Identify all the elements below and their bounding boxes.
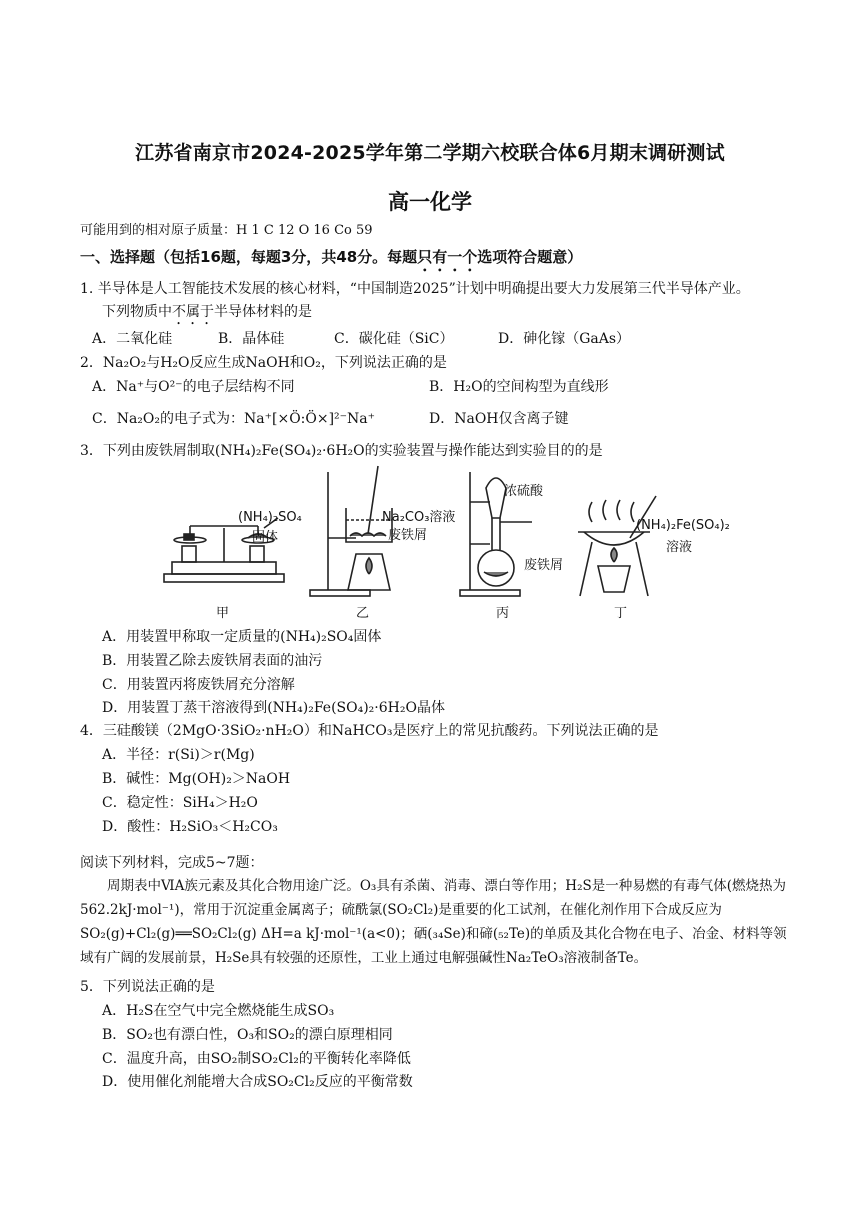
- q4-option-a: A．半径：r(Si)＞r(Mg): [102, 747, 255, 763]
- q5-option-b: B．SO₂也有漂白性，O₃和SO₂的漂白原理相同: [102, 1027, 393, 1043]
- label-jia: 甲: [216, 606, 230, 621]
- q3-stem: 3．下列由废铁屑制取(NH₄)₂Fe(SO₄)₂·6H₂O的实验装置与操作能达到实验目的的是: [80, 443, 603, 459]
- q5-option-a: A．H₂S在空气中完全燃烧能生成SO₃: [102, 1003, 335, 1019]
- section-heading: [80, 246, 582, 275]
- label-yi: 乙: [356, 606, 370, 621]
- q4-option-b: B．碱性：Mg(OH)₂＞NaOH: [102, 771, 291, 787]
- apparatus-figure: [160, 462, 730, 621]
- q1-option-c: C．碳化硅（SiC）: [334, 331, 454, 347]
- atomic-masses: 可能用到的相对原子质量：H 1 C 12 O 16 Co 59: [80, 223, 373, 238]
- subject-title: 高一化学: [388, 190, 472, 214]
- q1-option-b: B．晶体硅: [218, 331, 285, 347]
- label-jia-reagent: (NH₄)₂SO₄: [238, 510, 302, 525]
- label-bing-scrap: 废铁屑: [524, 558, 564, 573]
- label-yi-scrap: 废铁屑: [388, 528, 428, 543]
- q1-stem-pre: 下列物质中: [102, 304, 172, 320]
- q2-option-a: A．Na⁺与O²⁻的电子层结构不同: [92, 379, 295, 395]
- reading-intro: 阅读下列材料，完成5~7题：: [80, 855, 264, 871]
- label-bing-acid: 浓硫酸: [504, 484, 544, 499]
- label-jia-reagent-state: 固体: [252, 530, 279, 545]
- label-ding: 丁: [614, 606, 628, 621]
- q1-option-a: A．二氧化硅: [92, 331, 173, 347]
- q5-stem: 5．下列说法正确的是: [80, 979, 215, 995]
- q4-option-d: D．酸性：H₂SiO₃＜H₂CO₃: [102, 819, 278, 835]
- evaporating-dish-apparatus: [578, 496, 656, 596]
- reading-paragraph: 周期表中ⅥA族元素及其化合物用途广泛。O₃具有杀菌、消毒、漂白等作用；H₂S是一种易燃的有毒气体(燃烧热为562.2kJ·mol⁻¹)，常用于沉淀重金属离子；硫酰氯(SO₂Cl₂)是重要的化工试剂，在催化剂作用下合成反应为SO₂(g)+Cl₂(g)══SO₂Cl₂(g) ΔH=a kJ·mol⁻¹(a<0)；硒(₃₄Se)和碲(₅₂Te)的单质及其化合物在电子、冶金、材料等领域有广阔的发展前景，H₂Se具有较强的还原性，工业上通过电解强碱性Na₂TeO₃溶液制备Te。: [80, 878, 787, 966]
- section-heading-emphasis: 只有一个: [417, 248, 478, 266]
- label-bing: 丙: [496, 606, 510, 621]
- exam-title: 江苏省南京市2024-2025学年第二学期六校联合体6月期末调研测试: [135, 142, 725, 164]
- q3-option-d: D．用装置丁蒸干溶液得到(NH₄)₂Fe(SO₄)₂·6H₂O晶体: [102, 700, 445, 716]
- label-yi-solution: Na₂CO₃溶液: [382, 510, 456, 525]
- q3-option-a: A．用装置甲称取一定质量的(NH₄)₂SO₄固体: [102, 629, 382, 645]
- reading-passage: [80, 874, 800, 970]
- q2-option-b: B．H₂O的空间构型为直线形: [429, 379, 609, 395]
- q2-option-c: C．Na₂O₂的电子式为：Na⁺[×Ö:Ö×]²⁻Na⁺: [92, 411, 376, 427]
- q1-stem-line1: 1. 半导体是人工智能技术发展的核心材料，“中国制造2025”计划中明确提出要大力发展第三代半导体产业。: [80, 281, 750, 297]
- q2-option-d: D．NaOH仅含离子键: [429, 411, 569, 427]
- stand-beaker-apparatus: [310, 466, 392, 596]
- q5-option-c: C．温度升高，由SO₂制SO₂Cl₂的平衡转化率降低: [102, 1051, 411, 1067]
- q1-stem-post: 半导体材料的是: [214, 304, 312, 320]
- section-heading-post: 选项符合题意）: [477, 248, 583, 266]
- q5-option-d: D．使用催化剂能增大合成SO₂Cl₂反应的平衡常数: [102, 1074, 413, 1090]
- apparatus-drawing: [160, 462, 720, 620]
- q4-option-c: C．稳定性：SiH₄＞H₂O: [102, 795, 258, 811]
- q2-stem: 2．Na₂O₂与H₂O反应生成NaOH和O₂，下列说法正确的是: [80, 355, 447, 371]
- label-ding-solution: (NH₄)₂Fe(SO₄)₂: [636, 518, 730, 533]
- q3-option-c: C．用装置丙将废铁屑充分溶解: [102, 677, 295, 693]
- q1-stem-line2: [102, 303, 312, 328]
- label-ding-solution-state: 溶液: [666, 540, 693, 555]
- q3-option-b: B．用装置乙除去废铁屑表面的油污: [102, 653, 323, 669]
- q1-stem-emphasis: 不属于: [172, 304, 214, 320]
- q4-stem: 4．三硅酸镁（2MgO·3SiO₂·nH₂O）和NaHCO₃是医疗上的常见抗酸药。下列说法正确的是: [80, 723, 659, 739]
- section-heading-pre: 一、选择题（包括16题，每题3分，共48分。每题: [80, 248, 418, 266]
- q1-option-d: D．砷化镓（GaAs）: [498, 331, 631, 347]
